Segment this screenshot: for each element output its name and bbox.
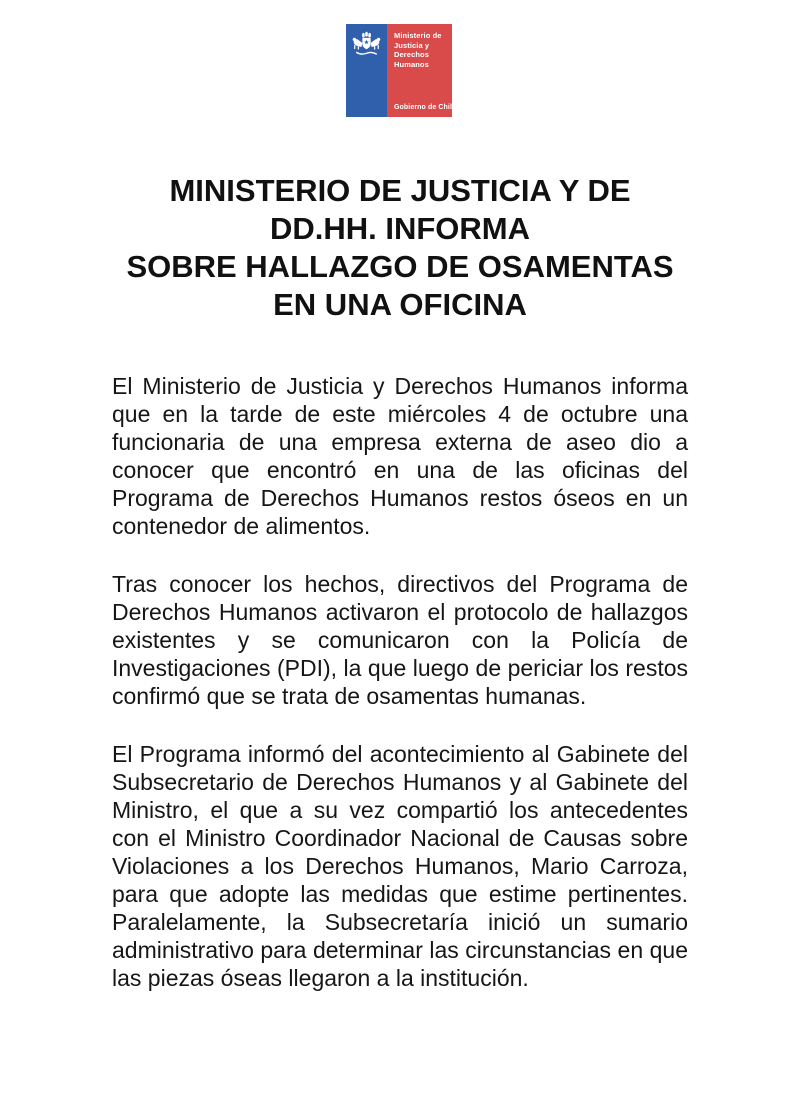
logo-ministry-name — [394, 31, 442, 69]
title-line: MINISTERIO DE JUSTICIA Y DE — [169, 173, 631, 208]
title-line: SOBRE HALLAZGO DE OSAMENTAS — [126, 249, 674, 284]
logo-ministry-line: Justicia y — [394, 40, 430, 50]
press-release-body — [112, 372, 688, 992]
logo-government-label: Gobierno de Chile — [394, 104, 456, 111]
title-line: DD.HH. INFORMA — [269, 211, 531, 246]
chile-coat-of-arms-icon — [350, 30, 383, 58]
body-paragraph-3: El Programa informó del acontecimiento al Gabinete del Subsecretario de Derechos Humanos y al Gabinete del Ministro, el que a su vez compartió los antecedentes con el Ministro Coordinador Nacional de Causas sobre Violaciones a los Derechos Humanos, Mario Carroza, para que adopte las medidas que estime pertinentes. Paralelamente, la Subsecretaría inició un sumario administrativo para determinar las circunstancias en que las piezas óseas llegaron a la institución. — [112, 741, 688, 991]
body-paragraph-1: El Ministerio de Justicia y Derechos Humanos informa que en la tarde de este miércoles 4 de octubre una funcionaria de una empresa externa de aseo dio a conocer que encontró en una de las oficinas del Programa de Derechos Humanos restos óseos en un contenedor de alimentos. — [112, 373, 688, 539]
logo-ministry-line: Humanos — [394, 59, 429, 69]
body-paragraph-2: Tras conocer los hechos, directivos del Programa de Derechos Humanos activaron el protocolo de hallazgos existentes y se comunicaron con la Policía de Investigaciones (PDI), la que luego de periciar los restos confirmó que se trata de osamentas humanas. — [112, 571, 688, 709]
title-line: EN UNA OFICINA — [273, 287, 527, 322]
logo-red-panel — [387, 24, 456, 117]
gobierno-de-chile-logo — [346, 24, 456, 117]
logo-ministry-line: Derechos — [394, 50, 429, 59]
logo-blue-panel — [346, 24, 387, 117]
logo-ministry-line: Ministerio de — [394, 31, 442, 40]
page-title — [0, 172, 800, 324]
